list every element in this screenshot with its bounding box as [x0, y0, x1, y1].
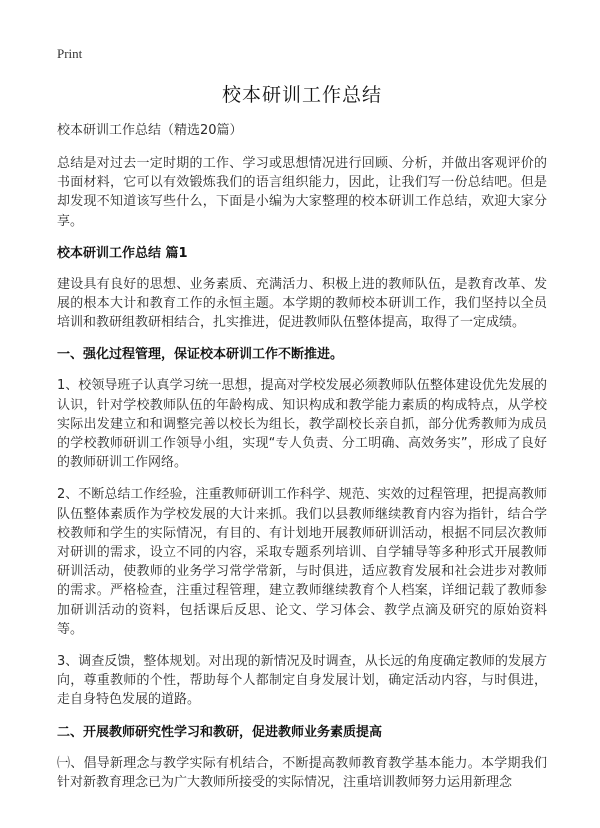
section1-intro-paragraph: 建设具有良好的思想、业务素质、充满活力、积极上进的教师队伍，是教育改革、发展的根本大计和教育工作的永恒主题。本学期的教师校本研训工作，我们坚持以全员培训和教研组教研相结合，扎实推进，促进教师队伍整体提高，取得了一定成绩。: [57, 276, 547, 331]
intro-paragraph: 总结是对过去一定时期的工作、学习或思想情况进行回顾、分析，并做出客观评价的书面材料，它可以有效锻炼我们的语言组织能力，因此，让我们写一份总结吧。但是却发现不知道该写些什么，下面是小编为大家整理的校本研训工作总结，欢迎大家分享。: [57, 156, 547, 229]
document-subtitle: 校本研训工作总结（精选20篇）: [57, 123, 243, 138]
print-link[interactable]: Print: [57, 46, 83, 61]
document-body: [57, 121, 547, 805]
part1-item1-paragraph: 1、校领导班子认真学习统一思想，提高对学校发展必须教师队伍整体建设优先发展的认识，针对学校教师队伍的年龄构成、知识构成和教学能力素质的构成特点，从学校实际出发建立和和调整完善以校长为组长，教学副校长亲自抓，部分优秀教师为成员的学校教师研训工作领导小组，实现“专人负责、分工明确、高效务实”，形成了良好的教师研训工作网络。: [57, 378, 547, 471]
part2-item1-paragraph: ㈠、倡导新理念与教学实际有机结合，不断提高教师教育教学基本能力。本学期我们针对新教育理念已为广大教师所接受的实际情况，注重培训教师努力运用新理念: [57, 755, 547, 790]
section1-heading: 校本研训工作总结 篇1: [57, 245, 188, 261]
document-title: 校本研训工作总结: [221, 84, 382, 106]
part1-heading: 一、强化过程管理，保证校本研训工作不断推进。: [57, 347, 344, 363]
part1-item3-paragraph: 3、调查反馈，整体规划。对出现的新情况及时调查，从长远的角度确定教师的发展方向，尊重教师的个性，帮助每个人都制定自身发展计划，确定活动内容，与时俱进，走自身特色发展的道路。: [57, 654, 547, 708]
part2-heading: 二、开展教师研究性学习和教研，促进教师业务素质提高: [57, 724, 383, 740]
part1-item2-paragraph: 2、不断总结工作经验，注重教师研训工作科学、规范、实效的过程管理，把提高教师队伍整体素质作为学校发展的大计来抓。我们以县教师继续教育内容为指针，结合学校教师和学生的实际情况，有目的、有计划地开展教师研训活动，根据不同层次教师对研训的需求，设立不同的内容，采取专题系列培训、自学辅导等多种形式开展教师研训活动，使教师的业务学习常学常新，与时俱进，适应教育发展和社会进步对教师的需求。严格检查，注重过程管理，建立教师继续教育个人档案，详细记载了教师参加研训活动的资料，包括课后反思、论文、学习体会、教学点滴及研究的原始资料等。: [57, 487, 547, 637]
